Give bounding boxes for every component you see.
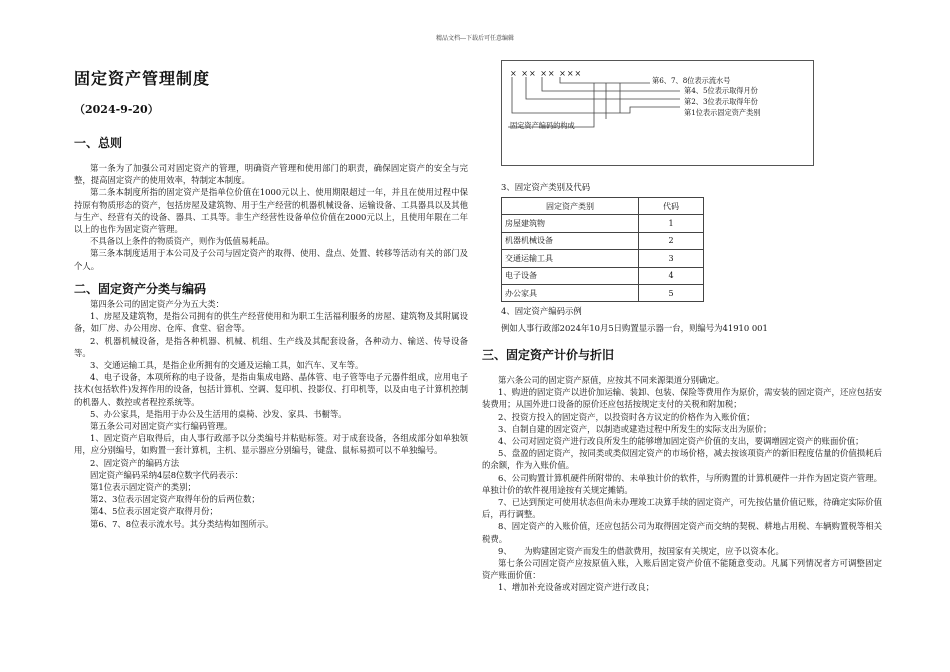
- table-cell: 2: [639, 232, 704, 249]
- section-3-heading: 三、固定资产计价与折旧: [482, 348, 615, 362]
- paragraph-line: 5、盘盈的固定资产，按同类或类似固定资产的市场价格，减去按该项资产的新旧程度估量的价值损耗后的余额，作为入账价值。: [482, 448, 882, 471]
- table-header-row: [502, 198, 704, 215]
- document-title: 固定资产管理制度: [74, 69, 211, 88]
- paragraph-line: 第五条公司对固定资产实行编码管理。: [90, 421, 233, 432]
- paragraph-line: 3、自制自建的固定资产，以制造或建造过程中所发生的实际支出为原价；: [498, 423, 772, 434]
- section-1-body: [74, 162, 468, 272]
- paragraph-line: 9、 为购建固定资产而发生的借款费用，按国家有关规定，应予以资本化。: [498, 545, 784, 556]
- paragraph-line: 2、投资方投入的固定资产，以投资时各方议定的价格作为入账价值；: [498, 411, 755, 422]
- table-row: [502, 267, 704, 284]
- code-label-class: 第1位表示固定资产类别: [684, 108, 761, 117]
- example-text: 例如人事行政部2024年10月5日购置显示器一台，则编号为41910 001: [501, 323, 768, 333]
- table-cell: 3: [639, 250, 704, 267]
- article-3: 第三条本制度适用于本公司及子公司与固定资产的取得、使用、盘点、处置、转移等活动有关的部门及个人。: [74, 248, 468, 271]
- article-2-note: 不具备以上条件的物质资产，则作为低值易耗品。: [90, 236, 275, 247]
- table-cell: 电子设备: [502, 267, 639, 284]
- code-structure-diagram: [501, 60, 814, 166]
- code-label-month: 第4、5位表示取得月份: [684, 86, 758, 95]
- table-cell: 房屋建筑物: [502, 215, 639, 232]
- paragraph-line: 第2、3位表示固定资产取得年份的后两位数；: [90, 494, 260, 505]
- article-2: 第二条本制度所指的固定资产是指单位价值在1000元以上、使用期限超过一年，并且在使用过程中保持原有物质形态的资产，包括房屋及建筑物、用于生产经营的机器机械设备、运输设备、工具器具以及其他与生产、经营有关的设备、器具、工具等。非生产经营性设备单位价值在2000元以上，且使用年限在二年以上的也作为固定资产管理。: [74, 187, 468, 235]
- table-cell: 机器机械设备: [502, 232, 639, 249]
- table-heading: 3、固定资产类别及代码: [501, 182, 591, 192]
- paragraph-line: 6、公司购置计算机硬件所附带的、未单独计价的软件，与所购置的计算机硬件一并作为固定资产管理。单独计价的软件视用途按有关规定摊销。: [482, 472, 882, 495]
- section-1-heading: 一、总则: [74, 136, 123, 150]
- table-row: [502, 215, 704, 232]
- paragraph-line: 2、固定资产的编码方法: [90, 457, 180, 468]
- paragraph-line: 第1位表示固定资产的类别；: [90, 482, 196, 493]
- paragraph-line: 固定资产编码采纳4层8位数字代码表示：: [90, 469, 244, 480]
- paragraph-line: 7、已达到预定可使用状态但尚未办理竣工决算手续的固定资产，可先按估量价值记账，待确定实际价值后，再行调整。: [482, 497, 882, 520]
- paragraph-line: 3、交通运输工具，是指企业所拥有的交通及运输工具，如汽车、叉车等。: [90, 360, 364, 371]
- paragraph-line: 第七条公司固定资产应按原值入账，入账后固定资产价值不能随意变动。凡属下列情况者方可调整固定资产账面价值：: [482, 558, 882, 581]
- paragraph-line: 2、机器机械设备，是指各种机器、机械、机组、生产线及其配套设备，各种动力、输送、传导设备等。: [74, 335, 468, 358]
- header-note: 精品文档---下载后可任意编辑: [435, 35, 515, 42]
- example-heading: 4、固定资产编码示例: [501, 306, 582, 316]
- paragraph-line: 第6、7、8位表示流水号。其分类结构如图所示。: [90, 518, 274, 529]
- table-cell: 1: [639, 215, 704, 232]
- paragraph-line: 4、电子设备，本项所称的电子设备，是指由集成电路、晶体管、电子管等电子元器件组成，应用电子技术(包括软件)发挥作用的设备，包括计算机、空调、复印机、投影仪、打印机等，以及由电子计算机控制的机器人、数控或者程控系统等。: [74, 372, 468, 407]
- section-2-body: [74, 298, 468, 530]
- paragraph-line: 4、公司对固定资产进行改良所发生的能够增加固定资产价值的支出，要调增固定资产的账面价值；: [498, 436, 864, 447]
- article-1: 第一条为了加强公司对固定资产的管理，明确资产管理和使用部门的职责，确保固定资产的安全与完整，提高固定资产的使用效率，特制定本制度。: [74, 163, 468, 186]
- paragraph-line: 1、增加补充设备或对固定资产进行改良；: [498, 582, 655, 593]
- paragraph-line: 1、固定资产启取得后，由人事行政部予以分类编号并粘贴标签。对于成套设备，各组成部分如单独领用，应分别编号，如购置一套计算机，主机、显示器应分别编号，键盘、鼠标易损可以不单独编号。: [74, 433, 468, 456]
- table-cell: 5: [639, 284, 704, 301]
- section-3-body: [482, 374, 882, 594]
- paragraph-line: 第四条公司的固定资产分为五大类：: [90, 299, 224, 309]
- paragraph-line: 5、办公家具，是指用于办公及生活用的桌椅、沙发、家具、书橱等。: [90, 408, 347, 419]
- code-pattern: × ×× ×× ×××: [510, 69, 583, 78]
- table-row: [502, 284, 704, 301]
- table-cell: 交通运输工具: [502, 250, 639, 267]
- table-cell: 办公家具: [502, 284, 639, 301]
- table-row: [502, 232, 704, 249]
- document-date: （2024-9-20）: [74, 103, 159, 116]
- paragraph-line: 1、房屋及建筑物，是指公司拥有的供生产经营使用和为职工生活福利服务的房屋、建筑物及其附属设备，如厂房、办公用房、仓库、食堂、宿舍等。: [74, 311, 468, 334]
- section-2-heading: 二、固定资产分类与编码: [74, 282, 207, 296]
- code-label-serial: 第6、7、8位表示流水号: [652, 76, 731, 85]
- header-category: 固定资产类别: [502, 198, 639, 215]
- code-diagram-caption: 固定资产编码的构成: [510, 121, 575, 130]
- paragraph-line: 1、购进的固定资产以进价加运输、装卸、包装、保险等费用作为原价，需安装的固定资产，还应包括安装费用；从国外进口设备的原价还应包括按规定支付的关税和附加税；: [482, 387, 882, 410]
- table-cell: 4: [639, 267, 704, 284]
- paragraph-line: 8、固定资产的入账价值，还应包括公司为取得固定资产而交纳的契税、耕地占用税、车辆购置税等相关税费。: [482, 521, 882, 544]
- table-row: [502, 250, 704, 267]
- header-code: 代码: [639, 198, 704, 215]
- paragraph-line: 第4、5位表示固定资产取得月份；: [90, 506, 218, 517]
- code-label-year: 第2、3位表示取得年份: [684, 97, 758, 106]
- paragraph-line: 第六条公司的固定资产原值，应按其不同来源渠道分别确定。: [498, 375, 725, 385]
- asset-category-table: [501, 197, 704, 302]
